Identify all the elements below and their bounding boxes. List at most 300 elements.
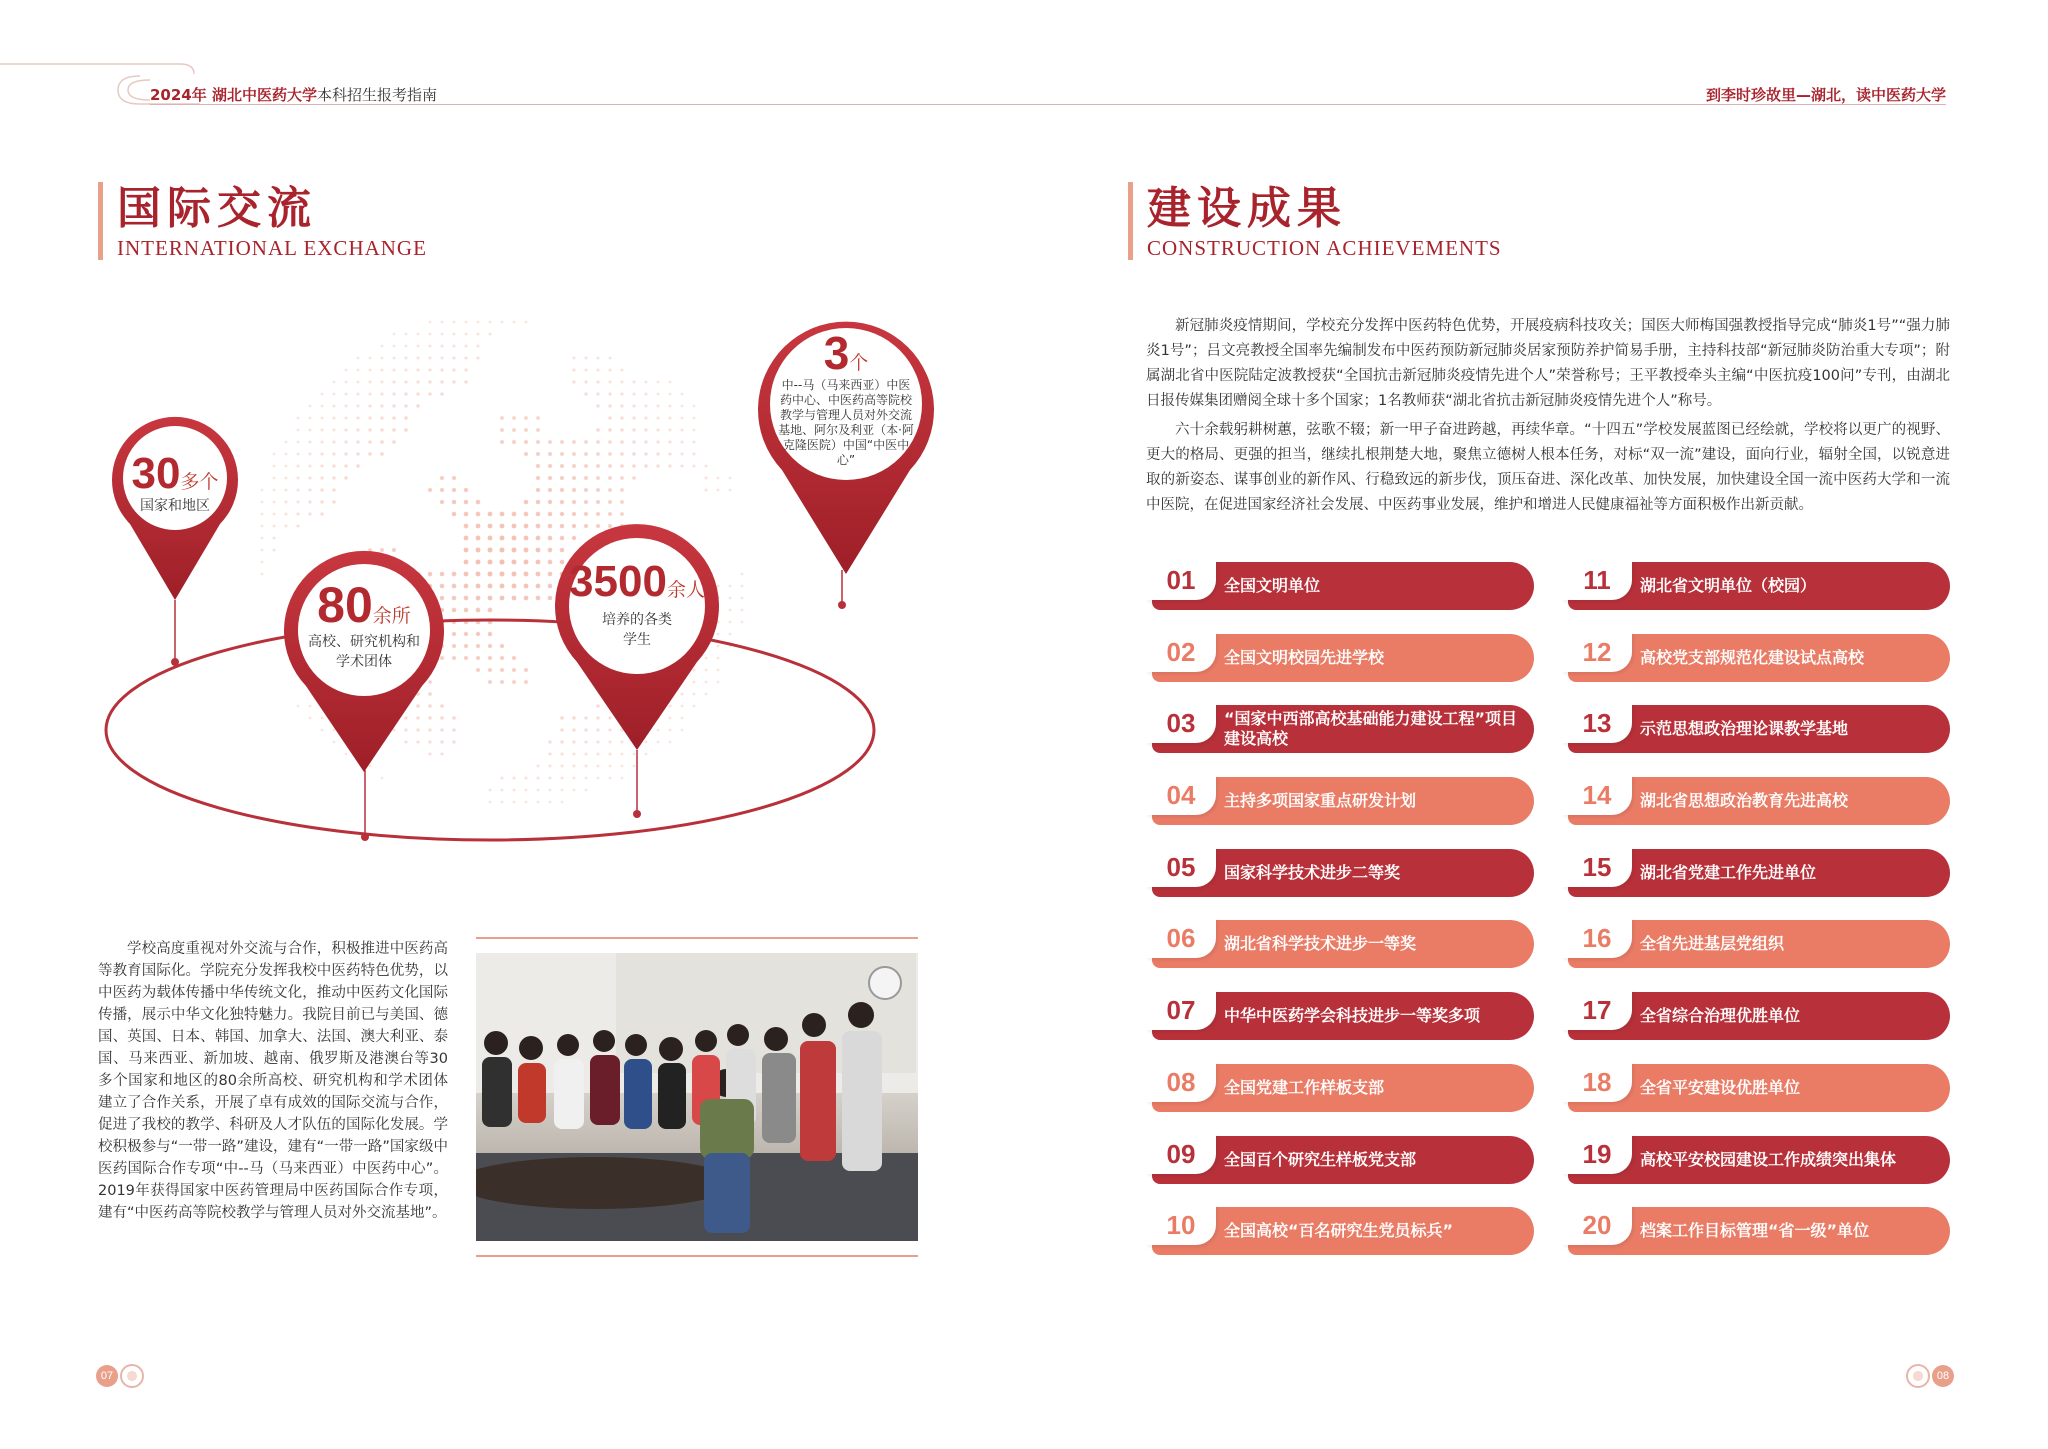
globe-dot [729, 489, 732, 492]
globe-dot [381, 777, 384, 780]
globe-dot [344, 464, 347, 467]
globe-dot [512, 656, 516, 660]
globe-dot [464, 632, 468, 636]
globe-dot [404, 380, 407, 383]
globe-dot [452, 728, 455, 731]
globe-dot [500, 656, 504, 660]
globe-dot [273, 465, 276, 468]
globe-dot [741, 573, 744, 576]
globe-dot [501, 321, 504, 324]
globe-dot [452, 656, 456, 660]
globe-dot [524, 680, 528, 684]
globe-dot [476, 656, 480, 660]
globe-dot [464, 596, 469, 601]
globe-dot [500, 416, 504, 420]
globe-dot [548, 524, 553, 529]
globe-dot [477, 321, 480, 324]
globe-dot [536, 464, 540, 468]
globe-dot [620, 512, 624, 516]
achievement-number: 06 [1146, 918, 1216, 958]
globe-dot [512, 512, 517, 517]
globe-dot [693, 417, 696, 420]
international-intro-text: 学校高度重视对外交流与合作，积极推进中医药高等教育国际化。学院充分发挥我校中医药特色优势，以中医药为载体传播中华传统文化，推动中医药文化国际传播，展示中华文化独特魅力。我院目前已与美国、德国、英国、日本、韩国、加拿大、法国、澳大利亚、泰国、马来西亚、新加坡、越南、俄罗斯及港澳台等30多个国家和地区的80余所高校、研究机构和学术团体建立了合作关系，开展了卓有成效的国际交流与合作，促进了我校的教学、科研及人才队伍的国际化发展。学校积极参与“一带一路”建设，建有“一带一路”国家级中医药国际合作专项“中--马（马来西亚）中医药中心”。2019年获得国家中医药管理局中医药国际合作专项，建有“中医药高等院校教学与管理人员对外交流基地”。 [98, 941, 448, 1221]
globe-dot [465, 345, 468, 348]
globe-dot [453, 345, 456, 348]
globe-dot [428, 392, 431, 395]
globe-dot [548, 572, 553, 577]
globe-dot [464, 656, 468, 660]
globe-dot [320, 500, 323, 503]
globe-dot [369, 369, 372, 372]
globe-dot [656, 428, 659, 431]
achievement-number: 02 [1146, 632, 1216, 672]
achievement-text: 湖北省思想政治教育先进高校 [1568, 777, 1950, 825]
globe-dot [261, 561, 264, 564]
globe-dot [536, 596, 541, 601]
globe-dot [345, 381, 348, 384]
stat-unit: 多个 [180, 471, 219, 493]
stat-pin-countries [112, 412, 238, 602]
achievement-number: 20 [1562, 1205, 1632, 1245]
page-number: 07 [96, 1365, 118, 1387]
achievement-number: 18 [1562, 1062, 1632, 1102]
pin-dot-3 [633, 810, 641, 818]
header-slogan: 到李时珍故里—湖北，读中医药大学 [1705, 86, 1946, 104]
globe-dot [668, 452, 671, 455]
globe-dot [332, 500, 335, 503]
globe-dot [464, 356, 467, 359]
globe-dot [465, 321, 468, 324]
globe-dot [573, 357, 576, 360]
achievement-item [1562, 849, 1950, 897]
globe-dot [669, 393, 672, 396]
globe-dot [476, 548, 481, 553]
globe-dot [560, 476, 564, 480]
globe-dot [332, 440, 335, 443]
globe-dot [488, 668, 492, 672]
globe-dot [644, 428, 647, 431]
globe-dot [572, 500, 576, 504]
globe-dot [584, 512, 588, 516]
globe-dot [536, 572, 541, 577]
globe-dot [536, 584, 541, 589]
globe-dot [440, 500, 444, 504]
achievement-number: 12 [1562, 632, 1632, 672]
globe-dot [584, 464, 588, 468]
globe-dot [536, 416, 540, 420]
achievement-text: 高校平安校园建设工作成绩突出集体 [1568, 1136, 1950, 1184]
globe-dot [584, 392, 587, 395]
globe-dot [357, 381, 360, 384]
achievement-item [1146, 849, 1534, 897]
globe-dot [549, 789, 552, 792]
globe-dot [705, 489, 708, 492]
globe-dot [596, 488, 600, 492]
globe-dot [500, 584, 505, 589]
globe-dot [487, 559, 492, 564]
globe-dot [487, 571, 492, 576]
globe-dot [513, 789, 516, 792]
globe-dot [464, 380, 467, 383]
globe-dot [513, 801, 516, 804]
globe-dot [608, 416, 611, 419]
globe-dot [273, 513, 276, 516]
globe-dot [380, 392, 383, 395]
achievement-text: 档案工作目标管理“省一级”单位 [1568, 1207, 1950, 1255]
globe-dot [608, 500, 612, 504]
globe-dot [309, 417, 312, 420]
globe-dot [405, 357, 408, 360]
globe-dot [560, 752, 563, 755]
globe-dot [452, 368, 455, 371]
globe-dot [620, 428, 623, 431]
globe-dot [476, 572, 481, 577]
globe-dot [657, 405, 660, 408]
globe-dot [357, 393, 360, 396]
globe-dot [572, 368, 575, 371]
globe-dot [464, 608, 469, 613]
achievement-number: 13 [1562, 703, 1632, 743]
globe-dot [500, 680, 504, 684]
achievement-number: 15 [1562, 847, 1632, 887]
globe-dot [632, 404, 635, 407]
globe-dot [536, 560, 541, 565]
globe-dot [548, 560, 553, 565]
globe-dot [476, 512, 481, 517]
achievement-text: 全国高校“百名研究生党员标兵” [1152, 1207, 1534, 1255]
globe-dot [572, 752, 575, 755]
achievement-item [1146, 634, 1534, 682]
globe-dot [487, 547, 492, 552]
achievement-text: 全国文明校园先进学校 [1152, 634, 1534, 682]
globe-dot [488, 596, 493, 601]
globe-dot [597, 357, 600, 360]
globe-dot [273, 501, 276, 504]
globe-dot [488, 536, 493, 541]
globe-dot [308, 512, 311, 515]
globe-dot [452, 596, 457, 601]
globe-dot [585, 357, 588, 360]
globe-dot [452, 632, 456, 636]
globe-dot [285, 441, 288, 444]
globe-dot [645, 753, 648, 756]
stat-number: 30 [131, 449, 181, 498]
globe-dot [464, 560, 469, 565]
achievement-text: 全省平安建设优胜单位 [1568, 1064, 1950, 1112]
globe-dot [404, 392, 407, 395]
stat-pin-students [555, 522, 719, 752]
globe-dot [381, 369, 384, 372]
globe-dot [344, 476, 347, 479]
achievement-number: 08 [1146, 1062, 1216, 1102]
globe-dot [464, 536, 469, 541]
globe-dot [464, 512, 469, 517]
globe-dot [501, 789, 504, 792]
achievement-item [1562, 562, 1950, 610]
globe-dot [524, 572, 529, 577]
globe-dot [428, 380, 431, 383]
globe-dot [356, 404, 359, 407]
globe-dot [548, 500, 552, 504]
globe-dot [512, 416, 516, 420]
globe-dot [404, 428, 408, 432]
globe-dot [476, 500, 481, 505]
globe-dot [548, 548, 553, 553]
globe-dot [452, 740, 455, 743]
globe-dot [452, 716, 455, 719]
globe-dot [393, 345, 396, 348]
globe-dot [499, 571, 504, 576]
globe-dot [344, 452, 347, 455]
globe-dot [596, 512, 600, 516]
globe-dot [549, 801, 552, 804]
globe-dot [561, 777, 564, 780]
globe-dot [273, 537, 276, 540]
globe-dot [488, 632, 492, 636]
globe-dot [681, 441, 684, 444]
globe-dot [380, 416, 383, 419]
stat-number: 3500 [569, 557, 667, 606]
globe-dot [584, 476, 588, 480]
achievement-number: 07 [1146, 990, 1216, 1030]
globe-dot [381, 345, 384, 348]
globe-dot [536, 500, 540, 504]
globe-dot [273, 525, 276, 528]
university-logo-icon [120, 1364, 144, 1388]
globe-dot [488, 584, 493, 589]
achievement-item [1562, 1207, 1950, 1255]
globe-dot [393, 369, 396, 372]
globe-dot [693, 405, 696, 408]
globe-dot [393, 333, 396, 336]
globe-dot [621, 753, 624, 756]
achievement-item [1562, 920, 1950, 968]
globe-dot [392, 416, 395, 419]
globe-dot [476, 524, 481, 529]
globe-dot [356, 464, 359, 467]
globe-dot [621, 381, 624, 384]
globe-dot [380, 428, 383, 431]
globe-dot [513, 321, 516, 324]
globe-dot [380, 404, 383, 407]
globe-dot [297, 489, 300, 492]
globe-dot [633, 381, 636, 384]
globe-dot [560, 488, 564, 492]
globe-dot [608, 380, 611, 383]
globe-dot [620, 476, 624, 480]
achievement-text: 示范思想政治理论课教学基地 [1568, 705, 1950, 753]
globe-dot [681, 405, 684, 408]
globe-dot [499, 547, 504, 552]
globe-dot [561, 801, 564, 804]
globe-dot [572, 464, 576, 468]
globe-dot [668, 464, 671, 467]
globe-dot [489, 801, 492, 804]
globe-dot [596, 440, 600, 444]
achievement-text: 全国百个研究生样板党支部 [1152, 1136, 1534, 1184]
globe-dot [608, 392, 611, 395]
stat-label: 高校、研究机构和学术团体 [308, 634, 420, 670]
globe-dot [608, 428, 611, 431]
achievement-number: 05 [1146, 847, 1216, 887]
globe-dot [308, 476, 311, 479]
globe-dot [476, 644, 480, 648]
globe-dot [368, 428, 371, 431]
pin-dot-2 [361, 833, 369, 841]
globe-dot [476, 584, 481, 589]
achievement-text: 全省综合治理优胜单位 [1568, 992, 1950, 1040]
achievement-text: 主持多项国家重点研发计划 [1152, 777, 1534, 825]
globe-dot [464, 488, 468, 492]
globe-dot [344, 428, 347, 431]
globe-dot [657, 417, 660, 420]
globe-dot [428, 368, 431, 371]
globe-dot [368, 404, 371, 407]
globe-dot [729, 585, 732, 588]
globe-dot [693, 465, 696, 468]
globe-dot [452, 500, 456, 504]
globe-dot [333, 393, 336, 396]
globe-dot [368, 440, 371, 443]
globe-dot [309, 453, 312, 456]
globe-dot [608, 452, 612, 456]
achievements-paragraph-2: 六十余载躬耕树蕙，弦歌不辍；新一甲子奋进跨越，再续华章。“十四五”学校发展蓝图已经绘就，学校将以更广的视野、更大的格局、更强的担当，继续扎根荆楚大地，聚焦立德树人根本任务，对标“双一流”建设，面向行业，辐射全国，以锐意进取的新姿态、谋事创业的新作风、行稳致远的新步伐，顶压奋进、深化改革、加快发展，加快建设全国一流中医药大学和一流中医院，在促进国家经济社会发展、中医药事业发展，维护和增进人民健康福祉等方面积极作出新贡献。 [1146, 422, 1950, 513]
globe-dot [296, 512, 299, 515]
globe-dot [440, 488, 444, 492]
globe-dot [464, 548, 469, 553]
globe-dot [405, 345, 408, 348]
globe-dot [537, 801, 540, 804]
globe-dot [392, 380, 395, 383]
globe-dot [296, 500, 299, 503]
globe-dot [476, 536, 481, 541]
globe-dot [344, 440, 347, 443]
section-title-international [98, 182, 427, 260]
globe-dot [645, 405, 648, 408]
achievement-item [1562, 705, 1950, 753]
globe-dot [608, 512, 612, 516]
globe-dot [452, 644, 456, 648]
globe-dot [584, 440, 588, 444]
globe-dot [392, 428, 395, 431]
globe-dot [536, 428, 540, 432]
globe-dot [729, 621, 732, 624]
globe-dot [333, 381, 336, 384]
globe-dot [356, 452, 359, 455]
globe-dot [273, 453, 276, 456]
globe-dot [500, 536, 505, 541]
globe-dot [321, 417, 324, 420]
achievements-paragraphs [1146, 314, 1950, 522]
globe-dot [488, 524, 493, 529]
achievement-number: 01 [1146, 560, 1216, 600]
globe-dot [297, 465, 300, 468]
globe-dot [297, 441, 300, 444]
page-number-left [96, 1364, 144, 1388]
globe-dot [608, 464, 612, 468]
globe-dot [357, 369, 360, 372]
globe-dot [620, 404, 623, 407]
globe-dot [705, 477, 708, 480]
page-number: 08 [1932, 1365, 1954, 1387]
globe-dot [261, 501, 264, 504]
globe-dot [261, 537, 264, 540]
globe-dot [525, 801, 528, 804]
globe-dot [548, 476, 552, 480]
globe-dot [680, 464, 683, 467]
achievement-text: 湖北省文明单位（校园） [1568, 562, 1950, 610]
achievements-paragraph-1: 新冠肺炎疫情期间，学校充分发挥中医药特色优势，开展疫病科技攻关；国医大师梅国强教授指导完成“肺炎1号”“强力肺炎1号”；吕文亮教授全国率先编制发布中医药预防新冠肺炎居家预防养护简易手册，主持科技部“新冠肺炎防治重大专项”；附属湖北省中医院陆定波教授获“全国抗击新冠肺炎疫情先进个人”荣誉称号；王平教授牵头主编“中医抗疫100问”专刊，由湖北日报传媒集团赠阅全球十多个国家；1名教师获“湖北省抗击新冠肺炎疫情先进个人”称号。 [1146, 318, 1950, 409]
globe-dot [633, 393, 636, 396]
globe-dot [332, 452, 335, 455]
achievement-item [1562, 992, 1950, 1040]
globe-dot [501, 777, 504, 780]
globe-dot [669, 417, 672, 420]
globe-dot [464, 572, 469, 577]
globe-dot [609, 777, 612, 780]
globe-dot [261, 489, 264, 492]
globe-dot [404, 416, 407, 419]
globe-dot [537, 789, 540, 792]
achievement-text: 中华中医药学会科技进步一等奖多项 [1152, 992, 1534, 1040]
globe-dot [512, 440, 516, 444]
globe-dot [669, 429, 672, 432]
header-university: 湖北中医药大学 [211, 86, 317, 104]
pin-dot-1 [171, 658, 179, 666]
globe-dot [429, 321, 432, 324]
globe-dot [417, 357, 420, 360]
globe-dot [632, 464, 635, 467]
globe-dot [572, 452, 576, 456]
globe-dot [596, 452, 600, 456]
globe-dot [405, 369, 408, 372]
globe-dot [524, 560, 529, 565]
globe-dot [512, 596, 517, 601]
globe-dot [476, 596, 481, 601]
globe-dot [621, 777, 624, 780]
section-title-zh: 国际交流 [117, 183, 317, 234]
globe-dot [332, 476, 335, 479]
globe-dot [536, 524, 541, 529]
globe-dot [668, 440, 671, 443]
globe-dot [729, 633, 732, 636]
globe-dot [548, 464, 552, 468]
globe-dot [511, 559, 516, 564]
globe-dot [369, 381, 372, 384]
globe-dot [596, 392, 599, 395]
globe-dot [464, 584, 469, 589]
globe-dot [488, 656, 492, 660]
globe-dot [536, 452, 540, 456]
globe-dot [345, 405, 348, 408]
globe-dot [548, 584, 553, 589]
globe-dot [297, 429, 300, 432]
globe-dot [596, 404, 599, 407]
globe-dot [309, 441, 312, 444]
globe-dot [573, 789, 576, 792]
globe-dot [656, 452, 659, 455]
achievement-item [1146, 992, 1534, 1040]
globe-dot [681, 417, 684, 420]
globe-dot [585, 765, 588, 768]
globe-dot [500, 644, 504, 648]
globe-dot [632, 440, 635, 443]
globe-dot [657, 381, 660, 384]
globe-dot [416, 404, 419, 407]
globe-dot [452, 476, 456, 480]
globe-dot [273, 489, 276, 492]
header-year: 2024年 [150, 86, 207, 104]
